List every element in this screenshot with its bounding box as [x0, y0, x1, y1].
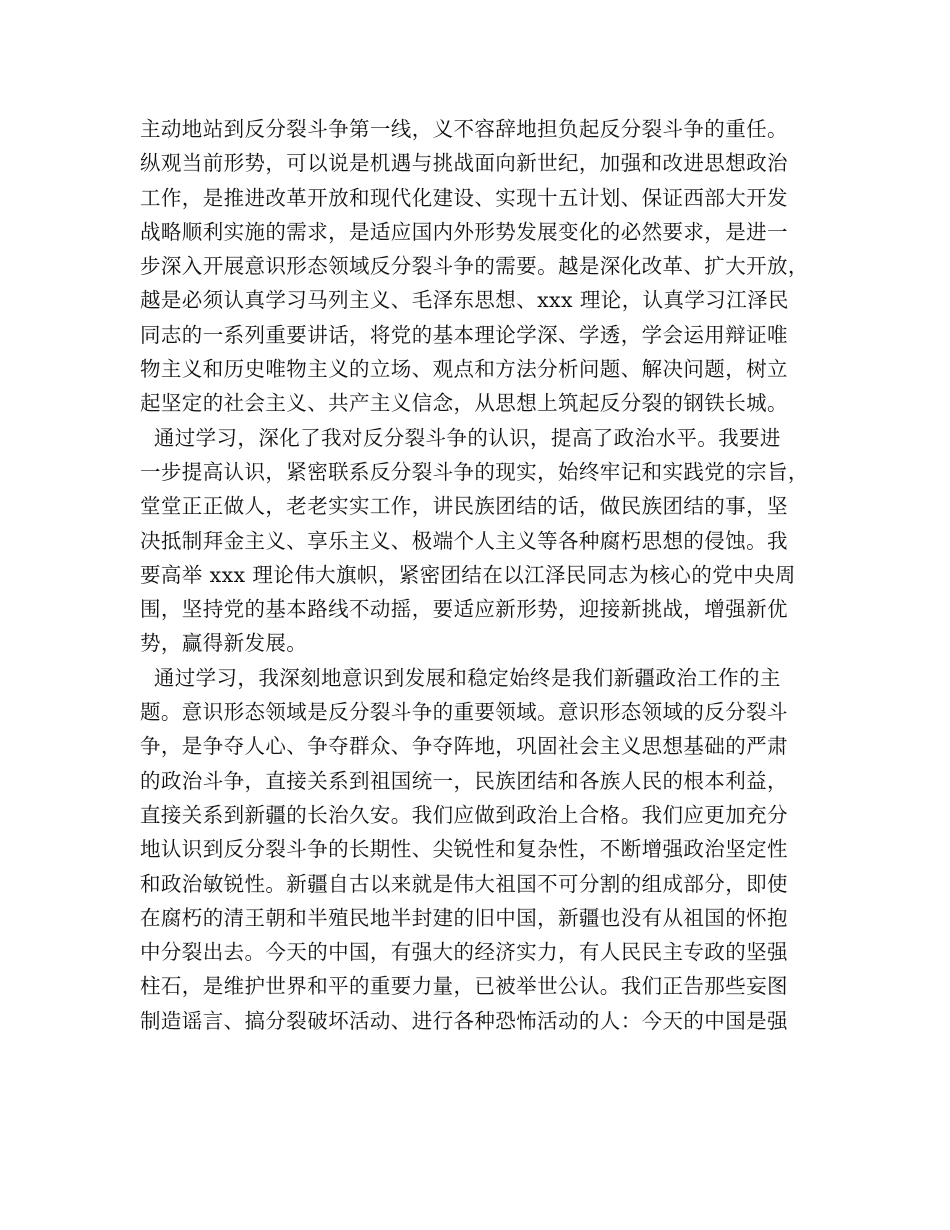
- text-line: 势，赢得新发展。: [140, 631, 308, 656]
- text-line: 题。意识形态领域是反分裂斗争的重要领域。意识形态领域的反分裂斗: [140, 700, 788, 725]
- text-line: 要高举 xxx 理论伟大旗帜，紧密团结在以江泽民同志为核心的党中央周: [140, 562, 796, 587]
- text-line: 直接关系到新疆的长治久安。我们应做到政治上合格。我们应更加充分: [140, 802, 788, 827]
- text-line: 步深入开展意识形态领域反分裂斗争的需要。越是深化改革、扩大开放，: [140, 254, 809, 279]
- text-line: 在腐朽的清王朝和半殖民地半封建的旧中国，新疆也没有从祖国的怀抱: [140, 905, 788, 930]
- text-line: 一步提高认识，紧密联系反分裂斗争的现实，始终牢记和实践党的宗旨，: [140, 459, 809, 484]
- text-line: 同志的一系列重要讲话，将党的基本理论学深、学透，学会运用辩证唯: [140, 322, 788, 347]
- text-line: 起坚定的社会主义、共产主义信念，从思想上筑起反分裂的钢铁长城。: [140, 391, 788, 416]
- body-text: [140, 112, 830, 1038]
- text-line: 决抵制拜金主义、享乐主义、极端个人主义等各种腐朽思想的侵蚀。我: [140, 528, 788, 553]
- paragraph-start-line: 通过学习，深化了我对反分裂斗争的认识，提高了政治水平。我要进: [140, 425, 781, 450]
- text-line: 主动地站到反分裂斗争第一线，义不容辞地担负起反分裂斗争的重任。: [140, 117, 788, 141]
- paragraph-start-line: 通过学习，我深刻地意识到发展和稳定始终是我们新疆政治工作的主: [140, 665, 781, 690]
- text-line: 和政治敏锐性。新疆自古以来就是伟大祖国不可分割的组成部分，即使: [140, 871, 788, 896]
- text-line: 战略顺利实施的需求，是适应国内外形势发展变化的必然要求，是进一: [140, 219, 788, 244]
- text-line: 围，坚持党的基本路线不动摇，要适应新形势，迎接新挑战，增强新优: [140, 597, 788, 622]
- text-line: 纵观当前形势，可以说是机遇与挑战面向新世纪，加强和改进思想政治: [140, 151, 788, 176]
- text-line: 柱石，是维护世界和平的重要力量，已被举世公认。我们正告那些妄图: [140, 974, 788, 999]
- text-line: 工作，是推进改革开放和现代化建设、实现十五计划、保证西部大开发: [140, 185, 788, 210]
- text-line: 中分裂出去。今天的中国，有强大的经济实力，有人民民主专政的坚强: [140, 940, 788, 965]
- text-line: 物主义和历史唯物主义的立场、观点和方法分析问题、解决问题，树立: [140, 357, 788, 382]
- text-line: 制造谣言、搞分裂破坏活动、进行各种恐怖活动的人：今天的中国是强: [140, 1008, 788, 1033]
- text-line: 争，是争夺人心、争夺群众、争夺阵地，巩固社会主义思想基础的严肃: [140, 734, 788, 759]
- text-line: 堂堂正正做人，老老实实工作，讲民族团结的话，做民族团结的事，坚: [140, 494, 788, 519]
- text-line: 的政治斗争，直接关系到祖国统一，民族团结和各族人民的根本利益，: [140, 768, 788, 793]
- text-line: 越是必须认真学习马列主义、毛泽东思想、xxx 理论，认真学习江泽民: [140, 288, 789, 313]
- text-line: 地认识到反分裂斗争的长期性、尖锐性和复杂性，不断增强政治坚定性: [140, 837, 788, 862]
